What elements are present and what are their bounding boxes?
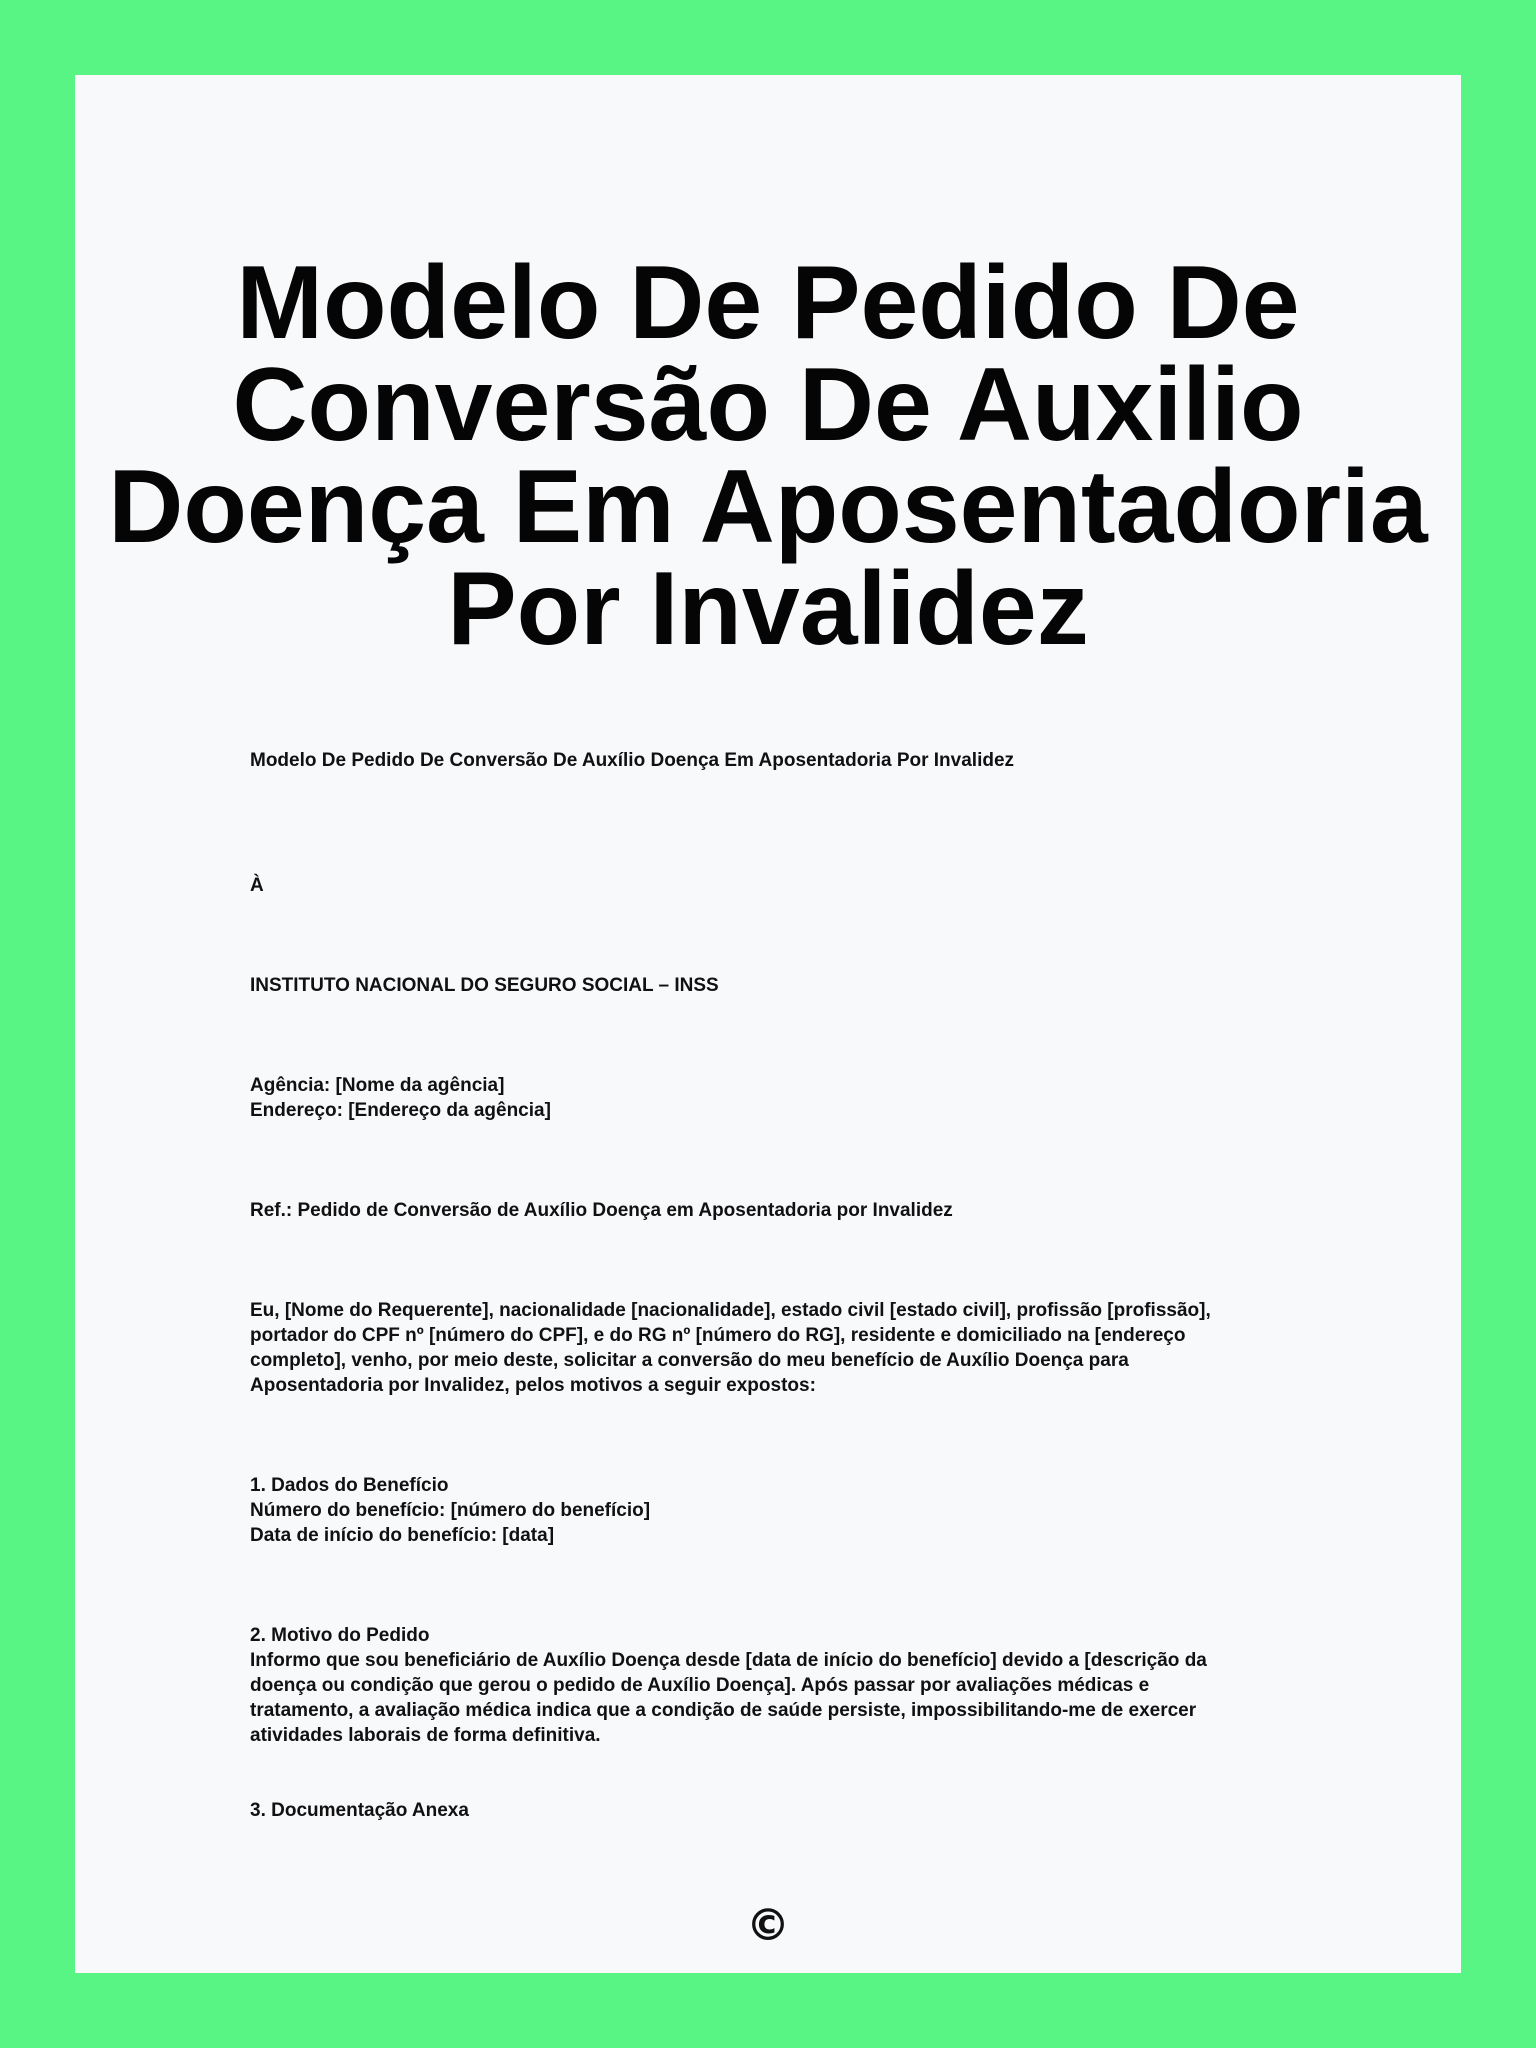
agency-address: Endereço: [Endereço da agência] [250, 1100, 551, 1121]
agency-name: Agência: [Nome da agência] [250, 1075, 505, 1096]
section-attached-documents: 3. Documentação Anexa [250, 1800, 469, 1821]
reason-line: Informo que sou beneficiário de Auxílio Doença desde [data de início do benefício] devido a [descrição da [250, 1650, 1207, 1671]
reason-line: doença ou condição que gerou o pedido de Auxílio Doença]. Após passar por avaliações médicas e [250, 1675, 1150, 1696]
intro-line: completo], venho, por meio deste, solicitar a conversão do meu benefício de Auxílio Doença para [250, 1350, 1129, 1371]
document-subtitle: Modelo De Pedido De Conversão De Auxílio Doença Em Aposentadoria Por Invalidez [250, 750, 1015, 771]
institution-name: INSTITUTO NACIONAL DO SEGURO SOCIAL – INSS [250, 975, 719, 996]
section-heading: 2. Motivo do Pedido [250, 1625, 430, 1646]
benefit-number: Número do benefício: [número do benefício] [250, 1500, 651, 1521]
reason-line: tratamento, a avaliação médica indica que a condição de saúde persiste, impossibilitando-me de exercer [250, 1700, 1197, 1721]
section-heading: 1. Dados do Benefício [250, 1475, 449, 1496]
intro-line: portador do CPF nº [número do CPF], e do RG nº [número do RG], residente e domiciliado na [endereço [250, 1325, 1186, 1346]
reason-line: atividades laborais de forma definitiva. [250, 1725, 601, 1746]
page-title: Modelo De Pedido De Conversão De Auxilio Doença Em Aposentadoria Por Invalidez [108, 245, 1428, 667]
benefit-start-date: Data de início do benefício: [data] [250, 1525, 555, 1546]
section-request-reason [250, 1623, 1280, 1748]
recipient-prefix: À [250, 875, 264, 896]
intro-line: Aposentadoria por Invalidez, pelos motivos a seguir expostos: [250, 1375, 816, 1396]
copyright-icon: © [746, 1900, 790, 1951]
agency-block [250, 1073, 1280, 1123]
reference-line: Ref.: Pedido de Conversão de Auxílio Doença em Aposentadoria por Invalidez [250, 1200, 953, 1221]
intro-paragraph [250, 1298, 1280, 1398]
intro-line: Eu, [Nome do Requerente], nacionalidade [nacionalidade], estado civil [estado civil], profissão [profissão], [250, 1300, 1211, 1321]
section-benefit-data [250, 1473, 1280, 1548]
document-page [75, 75, 1461, 1973]
